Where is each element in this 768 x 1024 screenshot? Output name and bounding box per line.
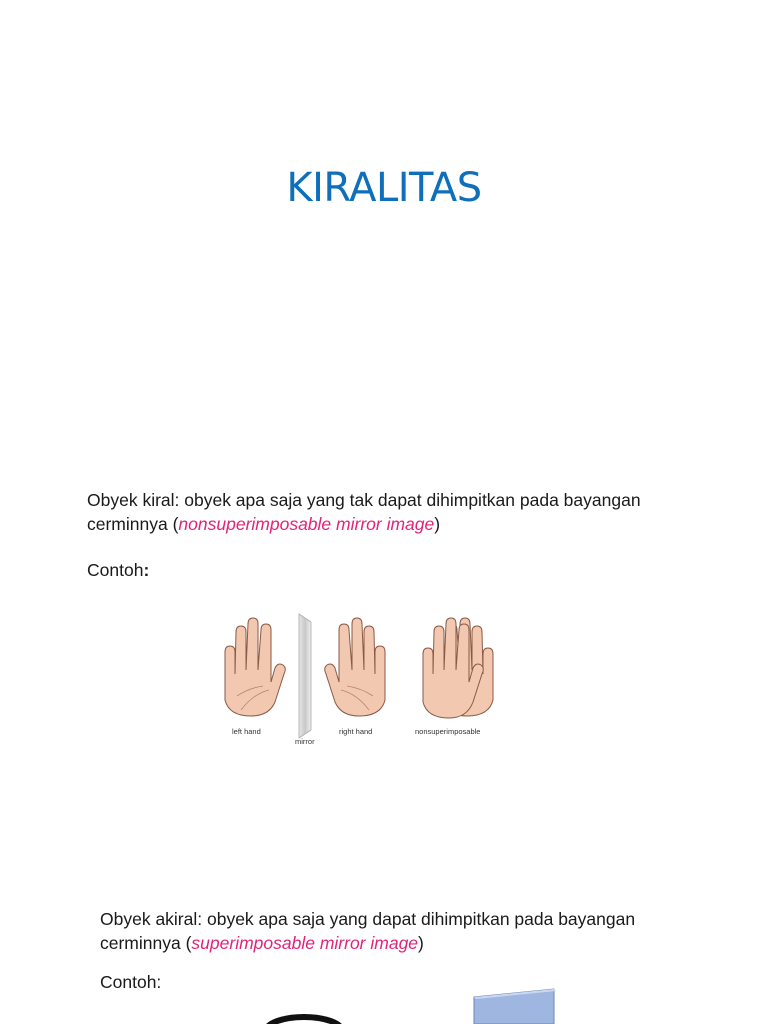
chiral-definition	[87, 488, 727, 536]
right-hand-icon	[325, 618, 385, 716]
label-right-hand: right hand	[339, 727, 373, 736]
hands-mirror-figure	[215, 612, 505, 752]
achiral-definition-line1: Obyek akiral: obyek apa saja yang dapat dihimpitkan pada bayangan	[100, 909, 636, 929]
achiral-prefix: cerminnya (	[100, 933, 192, 953]
mirror-icon	[299, 614, 311, 738]
label-left-hand: left hand	[232, 727, 261, 736]
overlapping-hands-icon	[423, 618, 493, 718]
chiral-prefix: cerminnya (	[87, 514, 179, 534]
chiral-example-colon: :	[143, 560, 150, 580]
page-title: KIRALITAS	[286, 165, 482, 211]
achiral-definition	[100, 907, 740, 955]
chiral-term: nonsuperimposable mirror image	[178, 514, 435, 534]
achiral-definition-line2	[100, 931, 740, 955]
achiral-suffix: )	[418, 933, 424, 953]
achiral-example-label: Contoh:	[100, 972, 162, 992]
chiral-example-label	[87, 558, 149, 582]
achiral-example-figure	[0, 985, 768, 1024]
chiral-definition-line2	[87, 512, 727, 536]
label-nonsuperimposable: nonsuperimposable	[415, 727, 481, 736]
chiral-suffix: )	[434, 514, 441, 534]
left-hand-icon	[225, 618, 285, 716]
achiral-term: superimposable mirror image	[191, 933, 419, 953]
chiral-example-text: Contoh	[87, 560, 144, 580]
glass-panel-icon	[474, 989, 556, 1024]
label-mirror: mirror	[295, 737, 315, 746]
chiral-definition-line1: Obyek kiral: obyek apa saja yang tak dapat dihimpitkan pada bayangan	[87, 490, 641, 510]
ring-object-icon	[266, 1017, 342, 1024]
